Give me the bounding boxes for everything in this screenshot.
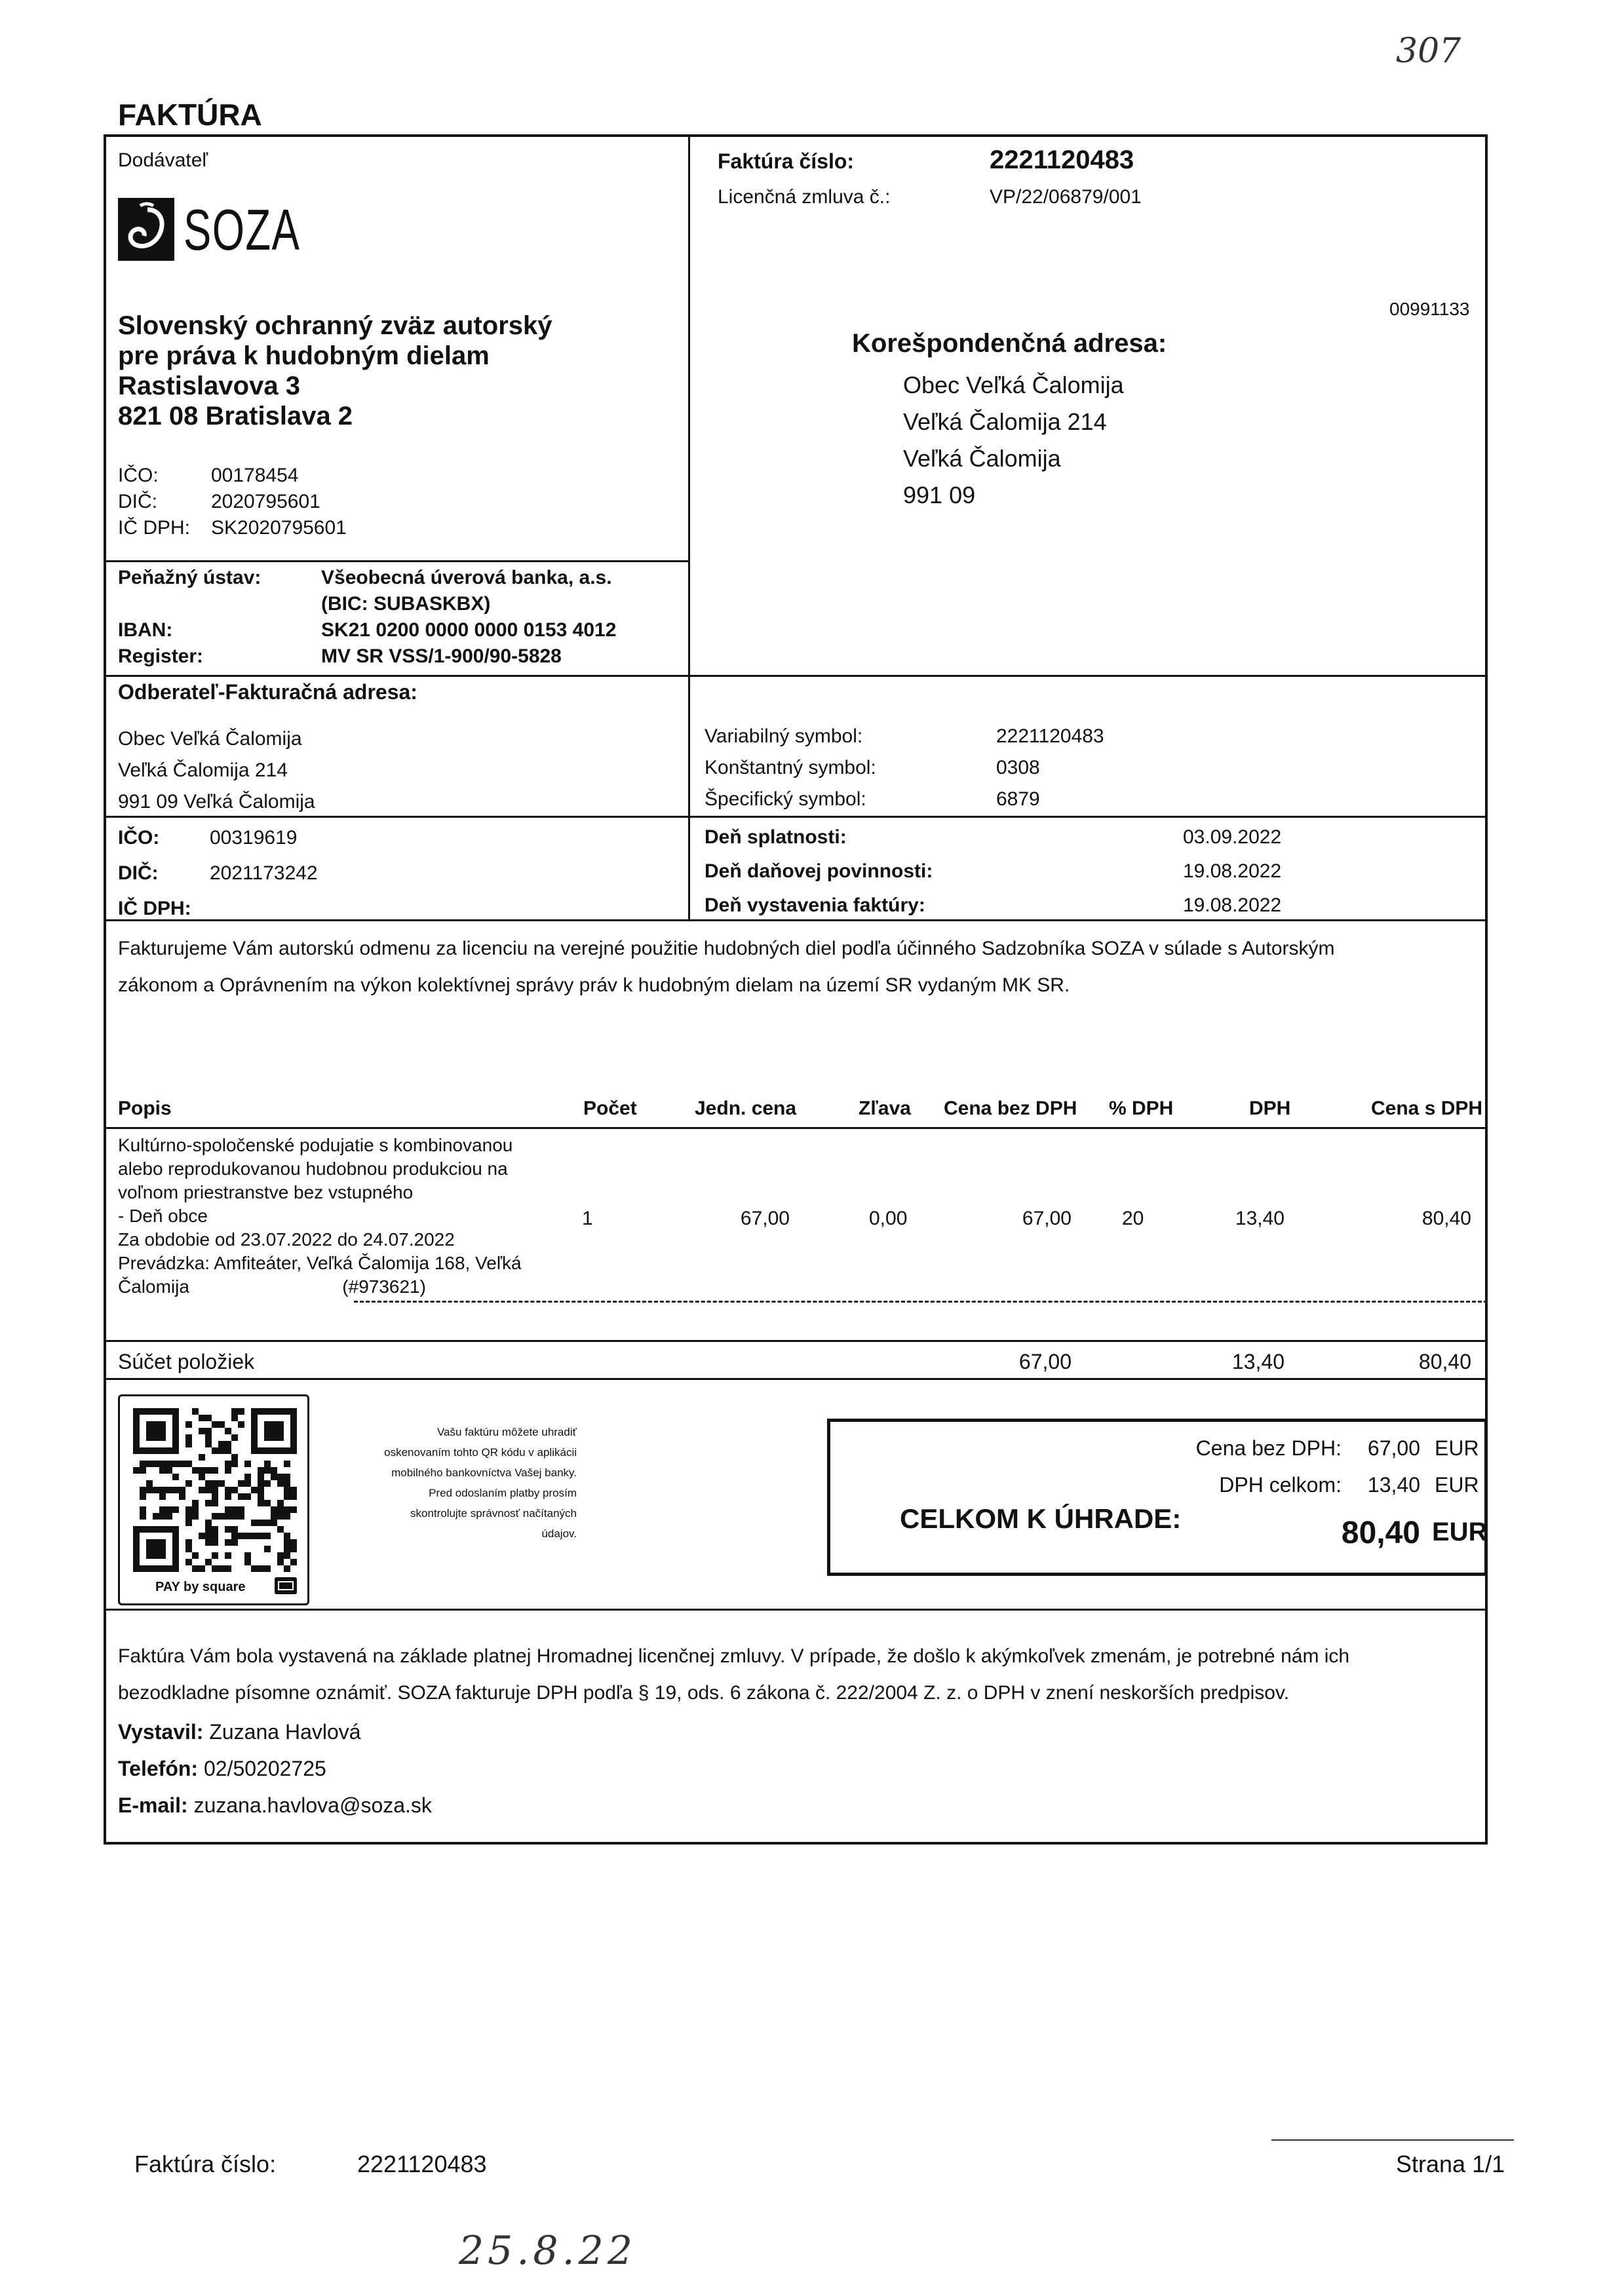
pay-by-square-label: PAY by square (155, 1580, 246, 1594)
customer-address (118, 723, 315, 818)
invoice-title: FAKTÚRA (118, 98, 262, 132)
bank-value: (BIC: SUBASKBX) (321, 593, 491, 615)
correspondence-heading: Korešpondenčná adresa: (852, 329, 1167, 358)
item-desc-line: Čalomija (#973621) (118, 1276, 426, 1297)
supplier-id-label: IČ DPH: (118, 517, 191, 539)
invoice-dates (705, 820, 1307, 923)
divider (104, 675, 1488, 677)
column-divider (688, 134, 690, 921)
item-vat-pct: 20 (1122, 1208, 1144, 1229)
totals-box (827, 1419, 1488, 1576)
total-vat-label: DPH celkom: (1219, 1473, 1342, 1497)
supplier-bank (118, 565, 616, 670)
bank-label: Peňažný ústav: (118, 567, 261, 588)
correspondence-line: 991 09 (903, 482, 976, 508)
item-count: 1 (582, 1208, 593, 1229)
symbol-label: Špecifický symbol: (705, 788, 866, 810)
divider (104, 1609, 1488, 1611)
intro-line: zákonom a Oprávnením na výkon kolektívnej správy práv k hudobným dielam na území SR vydaným MK SR. (118, 974, 1070, 996)
bottom-invoice-number: 2221120483 (357, 2151, 487, 2177)
soza-logo (118, 197, 301, 262)
contact-value: zuzana.havlova@soza.sk (193, 1793, 432, 1817)
col-header-vat: DPH (1249, 1098, 1291, 1119)
customer-id-label: IČO: (118, 827, 160, 849)
customer-id-value: 2021173242 (210, 862, 318, 884)
qr-text-line: Vašu faktúru môžete uhradiť (436, 1426, 577, 1438)
customer-ids (118, 820, 318, 927)
item-discount: 0,00 (869, 1208, 908, 1229)
customer-heading: Odberateľ-Fakturačná adresa: (118, 680, 417, 704)
supplier-line: Rastislavova 3 (118, 372, 300, 400)
soza-logo-icon (118, 198, 174, 261)
col-header-discount: Zľava (859, 1098, 911, 1119)
item-desc-line: voľnom priestranstve bez vstupného (118, 1182, 414, 1202)
col-header-description: Popis (118, 1098, 172, 1119)
item-vat: 13,40 (1235, 1208, 1285, 1229)
customer-line: Veľká Čalomija 214 (118, 759, 288, 781)
customer-id-value: 00319619 (210, 827, 298, 849)
customer-line: 991 09 Veľká Čalomija (118, 791, 315, 813)
col-header-net: Cena bez DPH (944, 1098, 1077, 1119)
supplier-line: pre práva k hudobným dielam (118, 341, 490, 370)
footer-divider (1271, 2139, 1514, 2141)
correspondence-line: Veľká Čalomija (903, 445, 1061, 472)
correspondence-address (903, 367, 1124, 514)
divider (104, 1340, 1488, 1342)
item-desc-line: Kultúrno-spoločenské podujatie s kombinovanou (118, 1135, 513, 1155)
correspondence-line: Veľká Čalomija 214 (903, 408, 1107, 435)
bank-value: Všeobecná úverová banka, a.s. (321, 567, 612, 588)
item-net: 67,00 (1022, 1208, 1072, 1229)
contact-value: 02/50202725 (203, 1757, 326, 1780)
contact-label: E-mail: (118, 1793, 188, 1817)
date-value: 19.08.2022 (1183, 894, 1282, 916)
bank-value: MV SR VSS/1-900/90-5828 (321, 645, 562, 667)
qr-text-line: skontrolujte správnosť načítaných (410, 1507, 577, 1520)
contact-block (118, 1713, 432, 1824)
total-vat-value: 13,40 (1367, 1473, 1420, 1497)
correspondence-line: Obec Veľká Čalomija (903, 372, 1124, 398)
license-label: Licenčná zmluva č.: (718, 186, 891, 208)
contact-label: Vystavil: (118, 1720, 204, 1744)
total-net-currency: EUR (1435, 1436, 1479, 1460)
col-header-unit-price: Jedn. cena (695, 1098, 797, 1119)
symbol-label: Variabilný symbol: (705, 725, 863, 747)
sum-vat: 13,40 (1231, 1350, 1285, 1373)
date-label: Deň splatnosti: (705, 826, 847, 848)
intro-text (118, 930, 1334, 1004)
customer-id-label: IČ DPH: (118, 898, 191, 919)
date-label: Deň vystavenia faktúry: (705, 894, 925, 916)
pay-by-square-box (118, 1394, 309, 1605)
sum-net: 67,00 (1018, 1350, 1072, 1373)
total-due-label: CELKOM K ÚHRADE: (900, 1503, 1182, 1534)
bank-label: Register: (118, 645, 204, 667)
item-unit-price: 67,00 (740, 1208, 790, 1229)
date-label: Deň daňovej povinnosti: (705, 860, 933, 882)
invoice-number-label: Faktúra číslo: (718, 149, 855, 173)
symbol-value: 0308 (996, 757, 1040, 778)
page-indicator: Strana 1/1 (1396, 2151, 1505, 2177)
supplier-id-label: IČO: (118, 465, 159, 486)
col-header-gross: Cena s DPH (1371, 1098, 1483, 1119)
divider (104, 560, 688, 562)
item-gross: 80,40 (1421, 1208, 1471, 1229)
supplier-line: 821 08 Bratislava 2 (118, 402, 353, 430)
supplier-id-label: DIČ: (118, 491, 157, 512)
handwritten-page-number: 307 (1396, 31, 1461, 71)
bottom-invoice-label: Faktúra číslo: (134, 2151, 277, 2177)
qr-text-line: Pred odoslaním platby prosím (429, 1487, 577, 1499)
customer-id-label: DIČ: (118, 862, 159, 884)
symbol-value: 6879 (996, 788, 1040, 810)
contact-value: Zuzana Havlová (209, 1720, 361, 1744)
supplier-id-value: SK2020795601 (211, 517, 347, 539)
total-due-currency: EUR (1432, 1518, 1488, 1546)
payment-qr-code[interactable] (133, 1408, 297, 1572)
qr-text-line: mobilného bankovníctva Vašej banky. (391, 1466, 577, 1479)
col-header-count: Počet (583, 1098, 637, 1119)
supplier-line: Slovenský ochranný zväz autorský (118, 311, 552, 340)
item-separator (354, 1301, 1488, 1303)
bank-value: SK21 0200 0000 0000 0153 4012 (321, 619, 617, 641)
customer-line: Obec Veľká Čalomija (118, 728, 302, 750)
col-header-vat-pct: % DPH (1109, 1098, 1174, 1119)
bank-label: IBAN: (118, 619, 173, 641)
contact-label: Telefón: (118, 1757, 199, 1780)
intro-line: Fakturujeme Vám autorskú odmenu za licenciu na verejné použitie hudobných diel podľa účinného Sadzobníka SOZA v súlade s Autorským (118, 938, 1335, 959)
qr-text-line: údajov. (541, 1527, 577, 1540)
qr-text-line: oskenovaním tohto QR kódu v aplikácii (384, 1446, 577, 1459)
item-desc-line: Prevádzka: Amfiteáter, Veľká Čalomija 168, Veľká (118, 1253, 522, 1273)
invoice-number: 2221120483 (990, 145, 1134, 174)
supplier-id-value: 00178454 (211, 465, 299, 486)
symbol-label: Konštantný symbol: (705, 757, 876, 778)
item-desc-line: - Deň obce (118, 1206, 208, 1226)
supplier-ids (118, 463, 347, 541)
item-description (118, 1134, 522, 1299)
item-desc-line: Za obdobie od 23.07.2022 do 24.07.2022 (118, 1229, 455, 1250)
item-desc-line: alebo reprodukovanou hudobnou produkciou na (118, 1158, 508, 1179)
date-value: 03.09.2022 (1183, 826, 1282, 848)
footer-line: Faktúra Vám bola vystavená na základe platnej Hromadnej licenčnej zmluvy. V prípade, že došlo k akýmkoľvek zmenám, je potrebné nám ich (118, 1645, 1350, 1667)
card-icon (275, 1577, 297, 1594)
total-vat-currency: EUR (1435, 1473, 1479, 1497)
supplier-name-block (118, 311, 552, 431)
payment-symbols (705, 721, 1104, 815)
footer-line: bezodkladne písomne oznámiť. SOZA fakturuje DPH podľa § 19, ods. 6 zákona č. 222/2004 Z. z. o DPH v znení neskorších predpisov. (118, 1682, 1290, 1704)
symbol-value: 2221120483 (996, 725, 1104, 747)
total-net-value: 67,00 (1367, 1436, 1420, 1460)
supplier-id-value: 2020795601 (211, 491, 320, 512)
qr-instructions (328, 1422, 577, 1544)
license-number: VP/22/06879/001 (990, 186, 1142, 208)
reference-code: 00991133 (1389, 299, 1470, 319)
total-due-value: 80,40 (1341, 1516, 1420, 1550)
total-net-label: Cena bez DPH: (1195, 1436, 1342, 1460)
date-value: 19.08.2022 (1183, 860, 1282, 882)
sum-label: Súčet položiek (118, 1350, 255, 1373)
handwritten-date: 25.8.22 (459, 2228, 637, 2274)
sum-gross: 80,40 (1418, 1350, 1471, 1373)
footer-text (118, 1638, 1349, 1712)
soza-logo-text: SOZA (184, 197, 301, 262)
supplier-heading: Dodávateľ (118, 149, 208, 171)
divider (104, 1378, 1488, 1380)
divider (104, 1127, 1488, 1129)
